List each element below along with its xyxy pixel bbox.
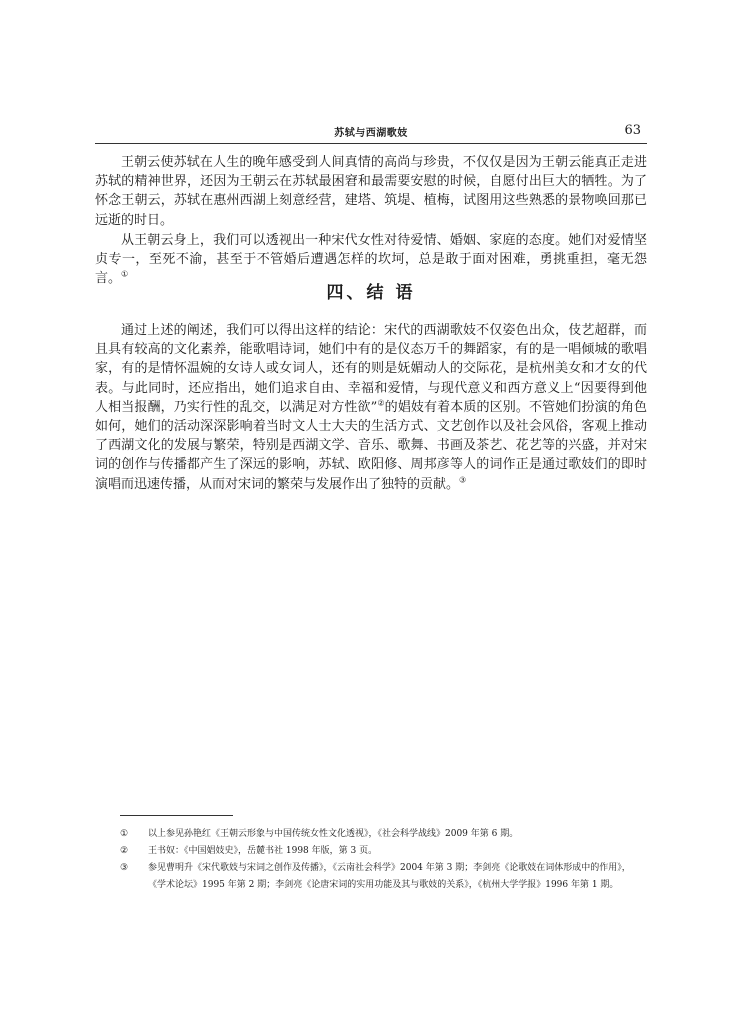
footnote-rule [120, 815, 233, 816]
footnote-1 [120, 826, 640, 843]
conclusion-text-part-1: 通过上述的阐述，我们可以得出这样的结论：宋代的西湖歌妓不仅姿色出众，伎艺超群，而且具有较高的文化素养，能歌唱诗词，她们中有的是仪态万千的舞蹈家，有的是一唱倾城的歌唱家，有的是情怀温婉的女诗人或女词人，还有的则是妩媚动人的交际花，是杭州美女和才女的代表。与此同时，还应指出，她们追求自由、幸福和爱情，与现代意义和西方意义上“因要得到他人相当报酬，乃实行性的乱交，以满足对方性欲” [95, 323, 647, 415]
page-number: 63 [624, 123, 641, 138]
footnote-text-3: 参见曹明升《宋代歌妓与宋词之创作及传播》，《云南社会科学》2004 年第 3 期；李剑亮《论歌妓在词体形成中的作用》，《学术论坛》1995 年第 2 期；李剑亮《论唐宋词的实用功能及其与歌妓的关系》，《杭州大学学报》1996 年第 1 期。 [148, 863, 631, 890]
paragraph-2-text: 从王朝云身上，我们可以透视出一种宋代女性对待爱情、婚姻、家庭的态度。她们对爱情坚贞专一，至死不渝，甚至于不管婚后遭遇怎样的坎坷，总是敢于面对困难，勇挑重担，毫无怨言。 [95, 233, 647, 287]
footnote-3 [120, 860, 640, 894]
body-paragraph-1 [95, 153, 647, 230]
footnote-mark-2: ② [120, 846, 129, 856]
footnote-2 [120, 843, 640, 860]
running-title: 苏轼与西湖歌妓 [334, 128, 408, 139]
footnote-text-1: 以上参见孙艳红《王朝云形象与中国传统女性文化透视》，《社会科学战线》2009 年第 6 期。 [148, 829, 519, 839]
footnote-ref-2[interactable]: ② [377, 398, 385, 408]
section-heading: 四、结 语 [326, 283, 416, 303]
footnotes-list [120, 826, 640, 894]
conclusion-text-part-2: 的娼妓有着本质的区别。不管她们扮演的角色如何，她们的活动深深影响着当时文人士大夫的生活方式、文艺创作以及社会风俗，客观上推动了西湖文化的发展与繁荣，特别是西湖文学、音乐、歌舞、书画及茶艺、花艺等的兴盛，并对宋词的创作与传播都产生了深远的影响，苏轼、欧阳修、周邦彦等人的词作正是通过歌妓们的即时演唱而迅速传播，从而对宋词的繁荣与发展作出了独特的贡献。 [95, 399, 647, 492]
paragraph-1-text: 王朝云使苏轼在人生的晚年感受到人间真情的高尚与珍贵，不仅仅是因为王朝云能真正走进苏轼的精神世界，还因为王朝云在苏轼最困窘和最需要安慰的时候，自愿付出巨大的牺牲。为了怀念王朝云，苏轼在惠州西湖上刻意经营，建塔、筑堤、植梅，试图用这些熟悉的景物唤回那已远逝的时日。 [95, 155, 647, 228]
running-header [95, 124, 647, 142]
footnote-text-2: 王书奴：《中国娼妓史》，岳麓书社 1998 年版，第 3 页。 [148, 846, 378, 856]
conclusion-paragraph [95, 321, 647, 494]
header-rule [95, 143, 647, 144]
footnote-ref-1[interactable]: ① [121, 270, 129, 280]
footnote-ref-3[interactable]: ③ [459, 475, 467, 485]
footnote-mark-1: ① [120, 829, 129, 839]
footnote-mark-3: ③ [120, 863, 129, 873]
